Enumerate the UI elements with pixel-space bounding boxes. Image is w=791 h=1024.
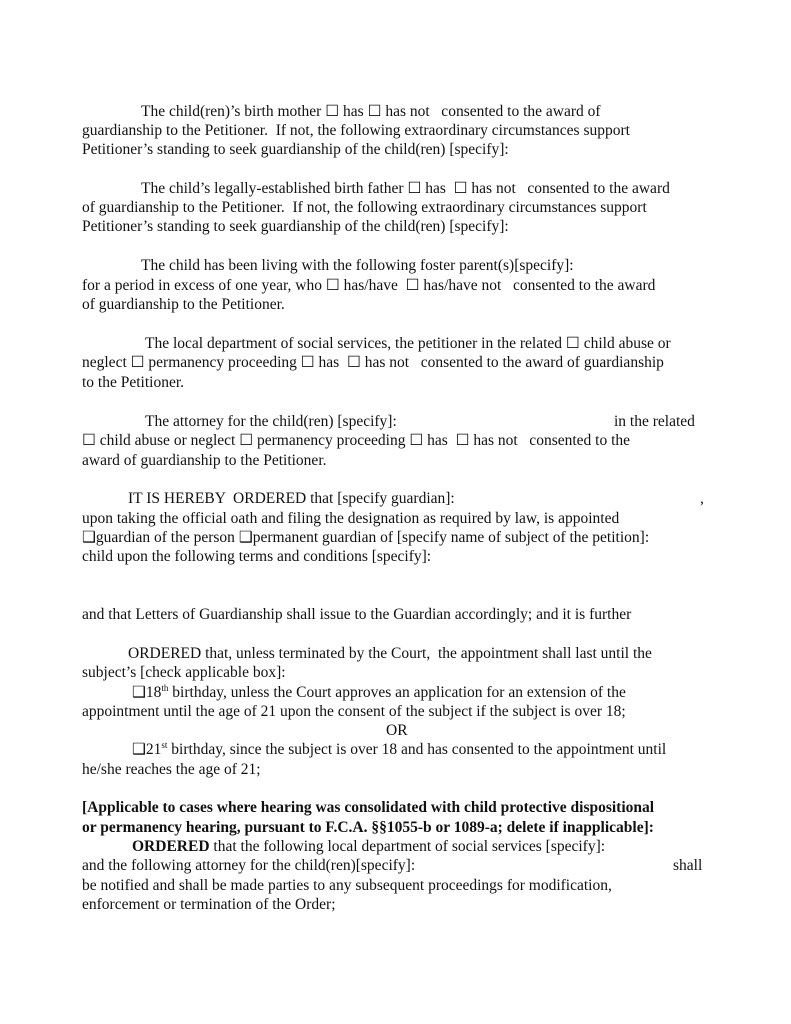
dss-permanency-checkbox[interactable]: ☐ bbox=[130, 354, 145, 371]
shall-label: shall bbox=[673, 857, 703, 874]
in-the-related-label: in the related bbox=[614, 413, 695, 430]
foster-parent-consent-line: for a period in excess of one year, who ☐ has/have ☐ has/have not consented to the award bbox=[82, 277, 656, 294]
notify-attorney-label: and the following attorney for the child(ren)[specify]: bbox=[82, 857, 416, 874]
birth-mother-consent-line: The child(ren)’s birth mother ☐ has ☐ has not consented to the award of bbox=[141, 103, 601, 120]
afc-has-not-checkbox[interactable]: ☐ bbox=[455, 432, 470, 449]
eighteenth-birthday-line: ❑18th birthday, unless the Court approves an application for an extension of the bbox=[132, 683, 626, 701]
dss-has-checkbox[interactable]: ☐ bbox=[300, 354, 315, 371]
applicable-note-line: [Applicable to cases where hearing was consolidated with child protective dispositional bbox=[82, 799, 655, 816]
guardian-type-line: ❑guardian of the person ❑permanent guardian of [specify name of subject of the petition]: bbox=[82, 529, 650, 546]
notify-dss-line: ORDERED that the following local department of social services [specify]: bbox=[132, 838, 606, 855]
afc-child-abuse-checkbox[interactable]: ☐ bbox=[82, 432, 96, 449]
dss-child-abuse-checkbox[interactable]: ☐ bbox=[565, 335, 580, 352]
birth-mother-has-checkbox[interactable]: ☐ bbox=[325, 103, 340, 120]
text-line: guardianship to the Petitioner. If not, the following extraordinary circumstances support bbox=[82, 122, 630, 139]
attorney-specify-label: The attorney for the child(ren) [specify]: bbox=[145, 413, 397, 430]
afc-has-checkbox[interactable]: ☐ bbox=[409, 432, 424, 449]
comma-mark: , bbox=[700, 490, 704, 507]
text-line: appointment until the age of 21 upon the consent of the subject if the subject is over 18; bbox=[82, 703, 626, 720]
social-services-line: The local department of social services, the petitioner in the related ☐ child abuse or bbox=[145, 335, 671, 352]
social-services-consent-line: neglect ☐ permanency proceeding ☐ has ☐ has not consented to the award of guardianship bbox=[82, 354, 664, 371]
text-line: be notified and shall be made parties to any subsequent proceedings for modification, bbox=[82, 877, 612, 894]
text-line: Petitioner’s standing to seek guardianship of the child(ren) [specify]: bbox=[82, 141, 509, 158]
foster-has-not-checkbox[interactable]: ☐ bbox=[405, 277, 420, 294]
text-line: child upon the following terms and conditions [specify]: bbox=[82, 548, 432, 565]
dss-has-not-checkbox[interactable]: ☐ bbox=[346, 354, 361, 371]
foster-has-checkbox[interactable]: ☐ bbox=[325, 277, 340, 294]
text-line: enforcement or termination of the Order; bbox=[82, 896, 336, 913]
text-line: of guardianship to the Petitioner. bbox=[82, 296, 285, 313]
applicable-note-line: or permanency hearing, pursuant to F.C.A. §§1055-b or 1089-a; delete if inapplicable]: bbox=[82, 819, 654, 836]
afc-permanency-checkbox[interactable]: ☐ bbox=[239, 432, 254, 449]
text-line: subject’s [check applicable box]: bbox=[82, 664, 286, 681]
text-line: he/she reaches the age of 21; bbox=[82, 761, 261, 778]
text-line: Petitioner’s standing to seek guardianship of the child(ren) [specify]: bbox=[82, 218, 509, 235]
foster-parent-line: The child has been living with the following foster parent(s)[specify]: bbox=[141, 257, 574, 274]
eighteenth-birthday-checkbox[interactable]: ❑ bbox=[132, 684, 146, 701]
guardian-of-person-checkbox[interactable]: ❑ bbox=[82, 529, 96, 546]
birth-mother-has-not-checkbox[interactable]: ☐ bbox=[367, 103, 382, 120]
birth-father-consent-line: The child’s legally-established birth father ☐ has ☐ has not consented to the award bbox=[141, 180, 670, 197]
birth-father-has-not-checkbox[interactable]: ☐ bbox=[453, 180, 468, 197]
text-line: to the Petitioner. bbox=[82, 374, 185, 391]
twenty-first-birthday-checkbox[interactable]: ❑ bbox=[132, 741, 146, 758]
twenty-first-birthday-line: ❑21st birthday, since the subject is over 18 and has consented to the appointment until bbox=[132, 740, 667, 758]
text-line: award of guardianship to the Petitioner. bbox=[82, 452, 327, 469]
attorney-consent-line: ☐ child abuse or neglect ☐ permanency proceeding ☐ has ☐ has not consented to the bbox=[82, 432, 631, 449]
birth-father-has-checkbox[interactable]: ☐ bbox=[407, 180, 422, 197]
text-line: upon taking the official oath and filing the designation as required by law, is appointed bbox=[82, 510, 620, 527]
duration-ordered-line: ORDERED that, unless terminated by the Court, the appointment shall last until the bbox=[128, 645, 652, 662]
text-line: of guardianship to the Petitioner. If not, the following extraordinary circumstances support bbox=[82, 199, 647, 216]
or-separator: OR bbox=[386, 722, 408, 739]
ordered-guardian-label: IT IS HEREBY ORDERED that [specify guardian]: bbox=[128, 490, 455, 507]
permanent-guardian-checkbox[interactable]: ❑ bbox=[238, 529, 253, 546]
letters-of-guardianship-line: and that Letters of Guardianship shall issue to the Guardian accordingly; and it is further bbox=[82, 606, 632, 623]
